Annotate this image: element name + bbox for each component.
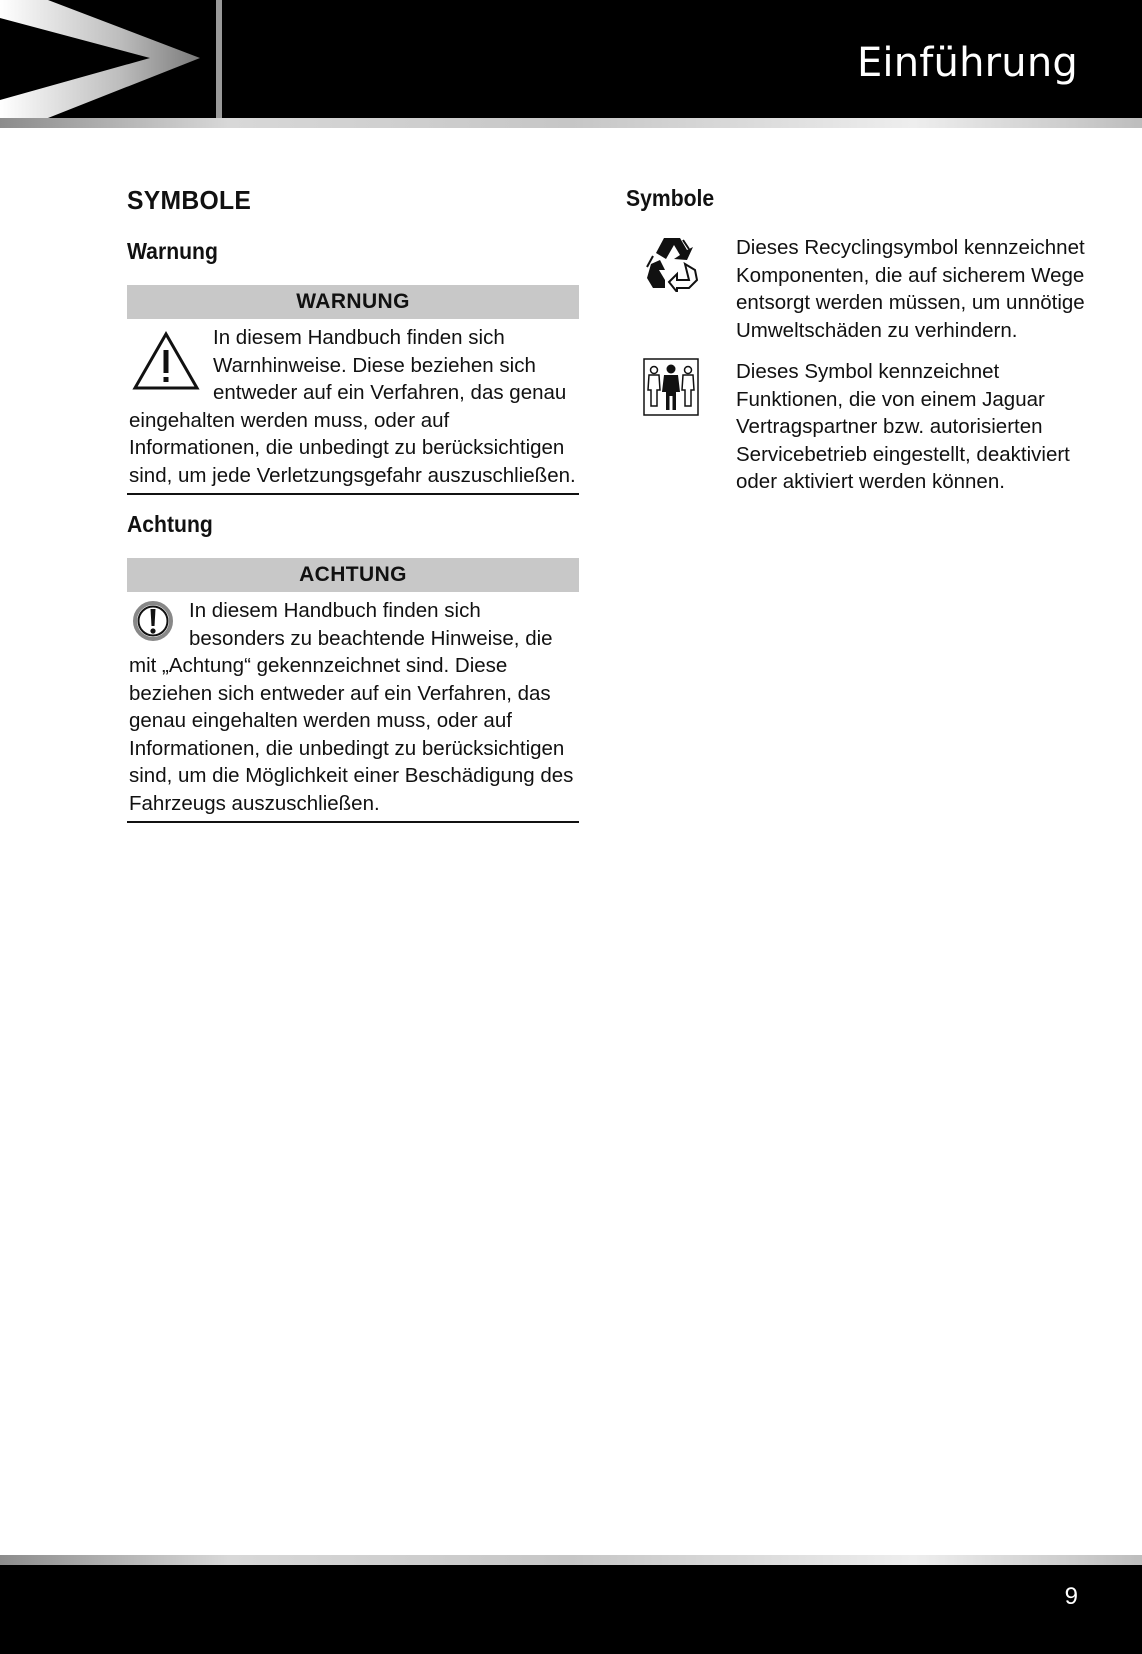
attention-notice: [127, 558, 579, 823]
footer-divider: [0, 1555, 1142, 1565]
recycling-symbol-text: Dieses Recyclingsymbol kennzeichnet Komponenten, die auf sicherem Wege entsorgt werden müssen, um unnötige Umweltschäden zu verhindern.: [736, 236, 1085, 342]
warnung-subtitle: Warnung: [127, 238, 218, 264]
warning-notice-title: WARNUNG: [127, 285, 579, 319]
attention-notice-text: In diesem Handbuch finden sich besonders zu beachtende Hinweise, die mit „Achtung“ gekennzeichnet sind. Diese beziehen sich entweder auf ein Verfahren, das genau eingehalten werden muss, oder auf Informationen, die unbedingt zu berücksichtigen sind, um die Möglichkeit einer Beschädigung des Fahrzeugs auszuschließen.: [129, 599, 574, 815]
warning-notice: [127, 285, 579, 495]
right-column: [626, 185, 1086, 496]
warning-notice-text: In diesem Handbuch finden sich Warnhinweise. Diese beziehen sich entweder auf ein Verfahren, das genau eingehalten werden muss, oder auf Informationen, die unbedingt zu berücksichtigen sind, um jede Verletzungsgefahr auszuschließen.: [129, 326, 576, 487]
attention-notice-title: ACHTUNG: [127, 558, 579, 592]
page-number: 9: [1064, 1583, 1078, 1610]
header-divider: [0, 118, 1142, 128]
symbol-entry: [626, 234, 1086, 344]
section-title: SYMBOLE: [127, 185, 252, 215]
chapter-title: Einführung: [856, 40, 1078, 86]
page-header: [0, 0, 1142, 120]
symbole-subtitle: Symbole: [626, 185, 715, 211]
chevron-logo-icon: [0, 0, 230, 120]
dealer-symbol-text: Dieses Symbol kennzeichnet Funktionen, die von einem Jaguar Vertragspartner bzw. autorisierten Servicebetrieb eingestellt, deaktiviert oder aktiviert werden können.: [736, 360, 1070, 493]
attention-notice-body: [127, 592, 579, 817]
left-column: [127, 185, 579, 823]
symbol-entry: [626, 358, 1086, 496]
dealer-people-icon: [643, 358, 699, 416]
attention-circle-icon: [131, 599, 175, 643]
recycling-icon: [643, 234, 701, 292]
page-footer: [0, 1565, 1142, 1654]
achtung-subtitle: Achtung: [127, 511, 213, 537]
warning-triangle-icon: [131, 330, 201, 394]
warning-notice-body: [127, 319, 579, 489]
